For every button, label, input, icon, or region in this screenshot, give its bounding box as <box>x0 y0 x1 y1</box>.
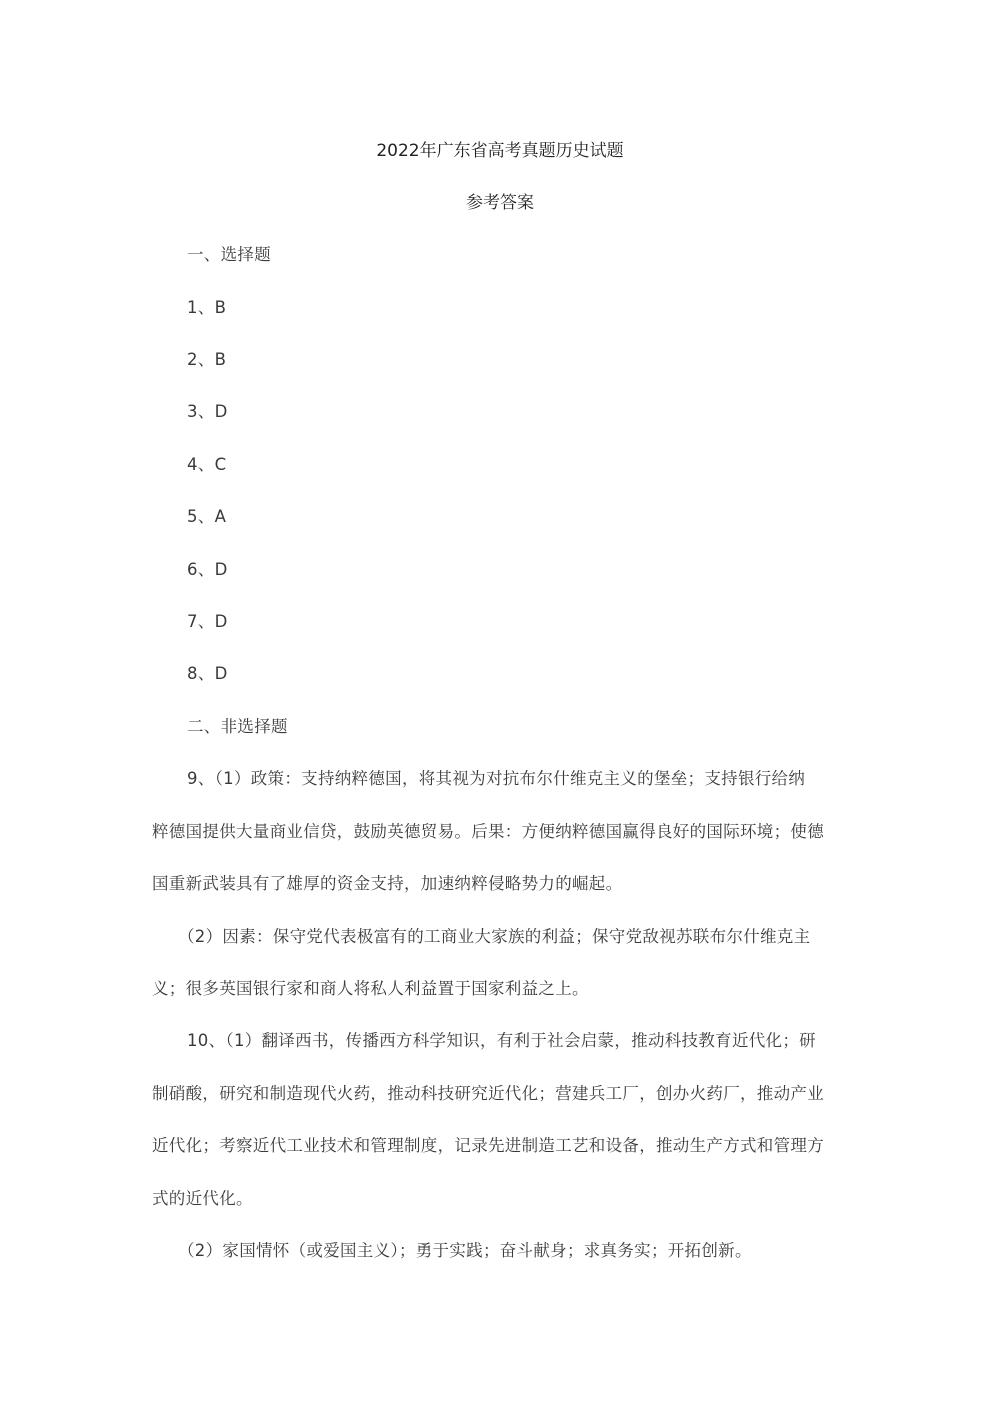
q9-part2-line: （2）因素：保守党代表极富有的工商业大家族的利益；保守党敌视苏联布尔什维克主 <box>178 927 811 946</box>
q9-part1-line: 粹德国提供大量商业信贷，鼓励英德贸易。后果：方便纳粹德国赢得良好的国际环境；使德 <box>152 822 824 841</box>
answer-item: 7、D <box>187 612 228 631</box>
answer-item: 6、D <box>187 560 228 579</box>
document-title: 2022年广东省高考真题历史试题 <box>376 141 624 161</box>
answer-item: 4、C <box>187 455 227 474</box>
answer-item: 3、D <box>187 402 228 421</box>
q10-part1-line: 10、（1）翻译西书，传播西方科学知识，有利于社会启蒙，推动科技教育近代化；研 <box>187 1031 816 1050</box>
q10-part1-line: 式的近代化。 <box>152 1189 253 1208</box>
q10-part1-line: 近代化；考察近代工业技术和管理制度，记录先进制造工艺和设备，推动生产方式和管理方 <box>152 1136 824 1155</box>
q9-part2-line: 义；很多英国银行家和商人将私人利益置于国家利益之上。 <box>152 979 589 998</box>
q10-part2-line: （2）家国情怀（或爱国主义）；勇于实践；奋斗献身；求真务实；开拓创新。 <box>178 1241 752 1260</box>
q9-part1-line: 国重新武装具有了雄厚的资金支持，加速纳粹侵略势力的崛起。 <box>152 874 623 893</box>
answer-item: 8、D <box>187 664 228 683</box>
section-heading-nonchoice: 二、非选择题 <box>187 717 288 736</box>
q10-part1-line: 制硝酸，研究和制造现代火药，推动科技研究近代化；营建兵工厂，创办火药厂，推动产业 <box>152 1084 824 1103</box>
q9-part1-line: 9、（1）政策：支持纳粹德国，将其视为对抗布尔什维克主义的堡垒；支持银行给纳 <box>187 769 806 788</box>
section-heading-choice: 一、选择题 <box>187 245 271 264</box>
document-subtitle: 参考答案 <box>466 193 534 213</box>
answer-item: 5、A <box>187 507 227 526</box>
answer-item: 2、B <box>187 350 227 369</box>
answer-item: 1、B <box>187 298 227 317</box>
